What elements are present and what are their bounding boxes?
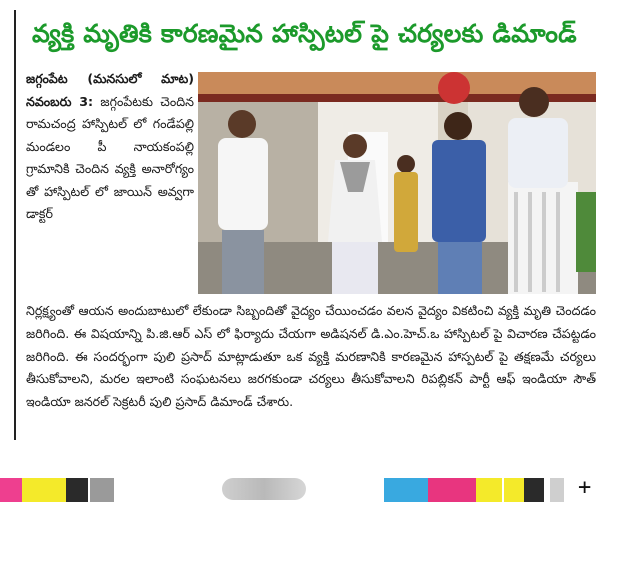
color-swatch (384, 478, 406, 502)
color-swatch (550, 478, 564, 502)
news-photo-illustration (198, 72, 596, 294)
dateline: జగ్గంపేట (మనసులో మాట) నవంబరు 3: (26, 71, 194, 109)
color-swatch (454, 478, 476, 502)
color-swatch (90, 478, 114, 502)
gray-registration-pill (222, 478, 306, 500)
color-swatch (428, 478, 454, 502)
column-rule (14, 10, 16, 440)
color-swatch (406, 478, 428, 502)
news-photo (198, 72, 596, 294)
body-paragraph: నిర్లక్ష్యంతో ఆయన అందుబాటులో లేకుండా సిబ్బందితో వైద్యం చేయించడం వలన వైద్యం వికటించి వ్యక్తి మృతి చెందడం జరిగింది. ఈ విషయాన్ని పి.జి.ఆర్ ఎస్ లో ఫిర్యాదు చేయగా అడిషనల్ డి.ఎం.హెచ్.ఒ హాస్పిటల్ పై విచారణ చేపట్టడం జరిగింది. ఈ సందర్భంగా పులి ప్రసాద్ మాట్లాడుతూ ఒక వ్యక్తి మరణానికి కారణమైన హాస్పటల్ పై తక్షణమే చర్యలు తీసుకోవాలని, మరల ఇలాంటి సంఘటనలు జరగకుండా చర్యలు తీసుకోవాలని రిపబ్లికన్ పార్టీ ఆఫ్ ఇండియా సౌత్ ఇండియా జనరల్ సెక్రటరీ పులి ప్రసాద్ డిమాండ్ చేశారు. (26, 303, 596, 410)
lead-text: జగ్గంపేటకు చెందిన రామచంద్ర హాస్పిటల్ లో గండేపల్లి మండలం పీ నాయకంపల్లి గ్రామానికి చెందిన వ్యక్తి అనారోగ్యం తో హాస్పిటల్ లో జాయిన్ అవ్వగా డాక్టర్ (26, 93, 194, 221)
color-swatch (44, 478, 66, 502)
color-registration-bar-right (384, 478, 574, 502)
lead-paragraph (26, 68, 194, 226)
color-swatch (0, 478, 22, 502)
color-swatch (476, 478, 502, 502)
color-swatch (66, 478, 88, 502)
color-swatch (22, 478, 44, 502)
registration-crosshair-icon: + (578, 475, 592, 500)
clipped-previous-headline (18, 0, 608, 8)
color-registration-bar-left (0, 478, 118, 502)
color-swatch (504, 478, 524, 502)
color-swatch (524, 478, 544, 502)
headline: వ్యక్తి మృతికి కారణమైన హాస్పిటల్ పై చర్యలకు డిమాండ్ (32, 19, 577, 48)
